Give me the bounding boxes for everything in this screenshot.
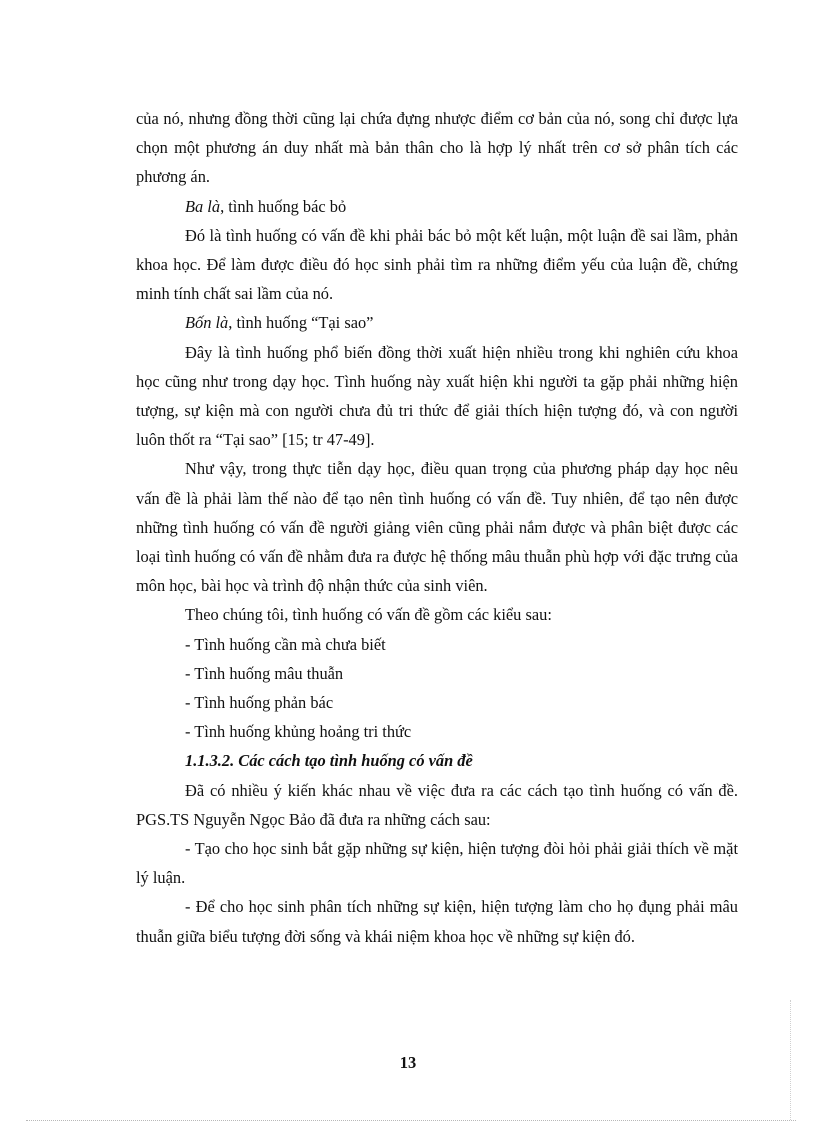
right-divider bbox=[790, 1000, 791, 1120]
paragraph-refutation: Đó là tình huống có vấn đề khi phải bác bỏ một kết luận, một luận đề sai lầm, phản khoa học. Để làm được điều đó học sinh phải tìm ra những điểm yếu của luận đề, chứng minh tính chất sai lầm của nó. bbox=[136, 225, 738, 304]
paragraph-why: Đây là tình huống phổ biến đồng thời xuất hiện nhiều trong khi nghiên cứu khoa học cũng như trong dạy học. Tình huống này xuất hiện khi người ta gặp phải những hiện tượng, sự kiện mà con người chưa đủ tri thức để giải thích hiện tượng đó, và con người luôn thốt ra “Tại sao” [15; tr 47-49]. bbox=[136, 342, 738, 450]
bon-la-lead: Bốn là bbox=[185, 313, 229, 333]
paragraph-methods-intro: Đã có nhiều ý kiến khác nhau về việc đưa ra các cách tạo tình huống có vấn đề. PGS.TS Nguyễn Ngọc Bảo đã đưa ra những cách sau: bbox=[136, 780, 738, 829]
ba-la-text: , tình huống bác bỏ bbox=[220, 196, 347, 216]
section-heading: 1.1.3.2. Các cách tạo tình huống có vấn đề bbox=[185, 751, 473, 771]
document-body bbox=[136, 104, 738, 951]
page-number: 13 bbox=[399, 1053, 417, 1072]
paragraph-method-1: - Tạo cho học sinh bắt gặp những sự kiện, hiện tượng đòi hỏi phải giải thích về mặt lý luận. bbox=[136, 839, 738, 888]
paragraph-types-intro: Theo chúng tôi, tình huống có vấn đề gồm các kiểu sau: bbox=[185, 605, 552, 625]
bottom-divider bbox=[26, 1120, 796, 1121]
paragraph-ba-la bbox=[136, 192, 738, 221]
bon-la-text: , tình huống “Tại sao” bbox=[228, 313, 374, 333]
paragraph-summary: Như vậy, trong thực tiễn dạy học, điều quan trọng của phương pháp dạy học nêu vấn đề là phải làm thế nào để tạo nên tình huống có vấn đề. Tuy nhiên, để tạo nên được những tình huống có vấn đề người giảng viên cũng phải nắm được và phân biệt được các loại tình huống có vấn đề nhằm đưa ra được hệ thống mâu thuẫn phù hợp với đặc trưng của môn học, bài học và trình độ nhận thức của sinh viên. bbox=[136, 459, 738, 596]
ba-la-lead: Ba là bbox=[185, 196, 221, 216]
paragraph-bon-la bbox=[136, 308, 738, 337]
list-item: - Tình huống cần mà chưa biết bbox=[185, 634, 386, 654]
paragraph-method-2: - Để cho học sinh phân tích những sự kiện, hiện tượng làm cho họ đụng phải mâu thuẫn giữa biểu tượng đời sống và khái niệm khoa học về những sự kiện đó. bbox=[136, 897, 738, 946]
list-item: - Tình huống mâu thuẫn bbox=[185, 663, 344, 683]
list-item: - Tình huống khủng hoảng tri thức bbox=[185, 722, 412, 742]
list-item: - Tình huống phản bác bbox=[185, 693, 334, 713]
paragraph-continuation: của nó, nhưng đồng thời cũng lại chứa đựng nhược điểm cơ bản của nó, song chỉ được lựa chọn một phương án duy nhất mà bản thân cho là hợp lý nhất trên cơ sở phân tích các phương án. bbox=[136, 109, 738, 187]
